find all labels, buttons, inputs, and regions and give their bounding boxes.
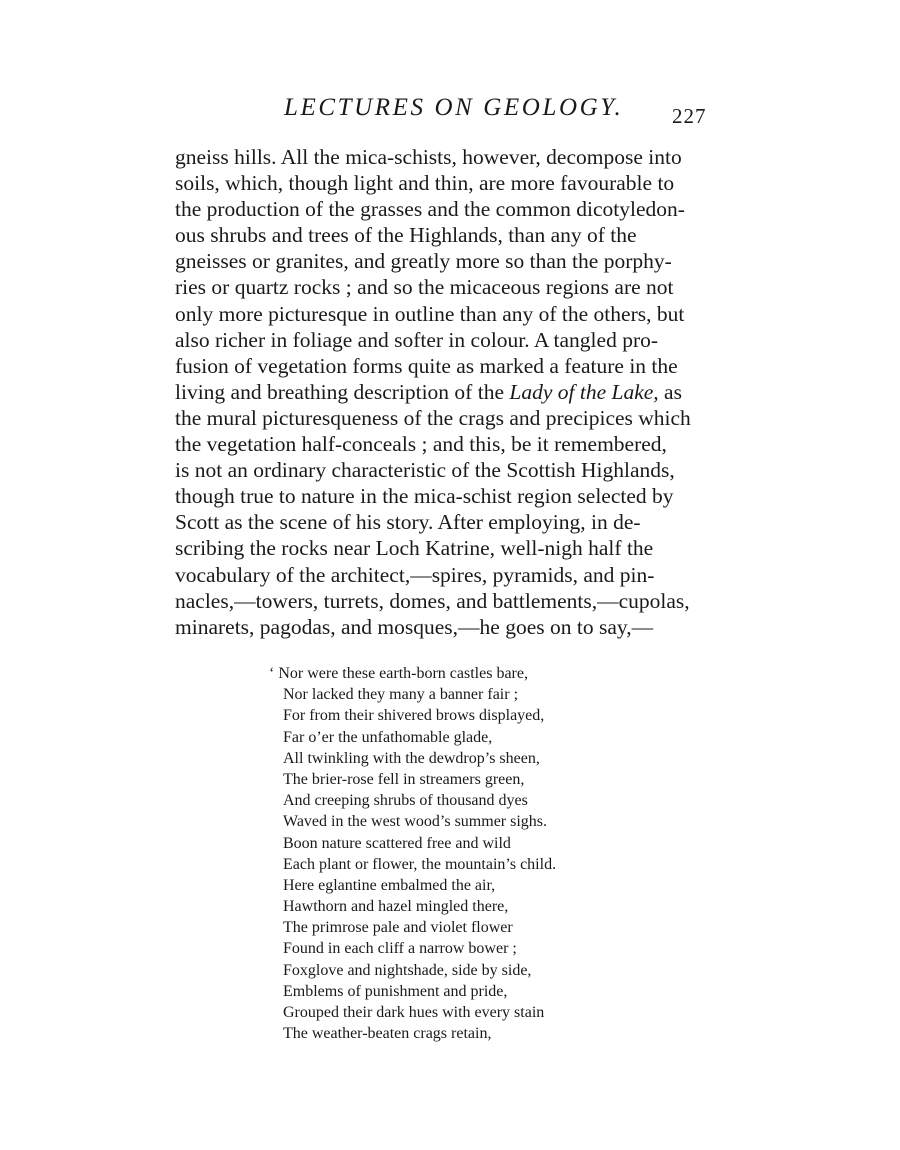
prose-line: also richer in foliage and softer in colour. A tangled pro- [175,327,659,352]
prose-line: though true to nature in the mica-schist region selected by [175,484,674,509]
running-head: LECTURES ON GEOLOGY. [284,94,624,121]
prose-line-with-title [175,379,728,405]
prose-line: the mural picturesqueness of the crags and precipices which [175,405,691,430]
verse-line: Each plant or flower, the mountain’s child. [283,855,557,873]
verse-line: Nor lacked they many a banner fair ; [283,686,519,704]
prose-line: the production of the grasses and the common dicotyledon- [175,197,685,222]
prose-line: nacles,—towers, turrets, domes, and battlements,—cupolas, [175,588,690,613]
prose-line: scribing the rocks near Loch Katrine, well-nigh half the [175,536,654,561]
verse-line: Found in each cliff a narrow bower ; [283,940,517,958]
prose-line: minarets, pagodas, and mosques,—he goes on to say,— [175,614,654,639]
verse-line: ‘ Nor were these earth-born castles bare, [269,665,528,682]
verse-line: For from their shivered brows displayed, [283,707,545,725]
verse-line: The brier-rose fell in streamers green, [283,770,525,788]
prose-line: ous shrubs and trees of the Highlands, than any of the [175,223,637,248]
verse-line: And creeping shrubs of thousand dyes [283,792,528,810]
verse-line: Waved in the west wood’s summer sighs. [283,813,548,831]
verse-line: The primrose pale and violet flower [283,919,513,937]
prose-line: vocabulary of the architect,—spires, pyramids, and pin- [175,562,655,587]
prose-line: the vegetation half-conceals ; and this, be it remembered, [175,432,667,457]
prose-line: fusion of vegetation forms quite as marked a feature in the [175,353,678,378]
verse-line: Foxglove and nightshade, side by side, [283,961,532,979]
verse-line: Boon nature scattered free and wild [283,834,511,852]
prose-line-end: as [658,379,682,404]
verse-quotation [269,663,556,1044]
prose-line: Scott as the scene of his story. After employing, in de- [175,510,641,535]
verse-line: Here eglantine embalmed the air, [283,876,496,894]
verse-line: Hawthorn and hazel mingled there, [283,898,509,916]
page-number: 227 [672,104,707,128]
poem-title: Lady of the Lake, [509,379,659,404]
prose-line-start: living and breathing description of the [175,379,504,404]
verse-line: The weather-beaten crags retain, [283,1025,492,1043]
prose-line: gneiss hills. All the mica-schists, however, decompose into [175,145,682,169]
prose-line: soils, which, though light and thin, are more favourable to [175,171,675,196]
prose-line: ries or quartz rocks ; and so the micaceous regions are not [175,275,674,300]
prose-line: gneisses or granites, and greatly more so than the porphy- [175,249,672,274]
prose-line: only more picturesque in outline than any of the others, but [175,301,685,326]
verse-line: All twinkling with the dewdrop’s sheen, [283,749,540,767]
verse-line: Emblems of punishment and pride, [283,982,508,1000]
prose-line: is not an ordinary characteristic of the Scottish Highlands, [175,458,675,483]
prose-paragraph [175,144,728,640]
verse-line: Grouped their dark hues with every stain [283,1004,545,1021]
verse-line: Far o’er the unfathomable glade, [283,728,493,746]
